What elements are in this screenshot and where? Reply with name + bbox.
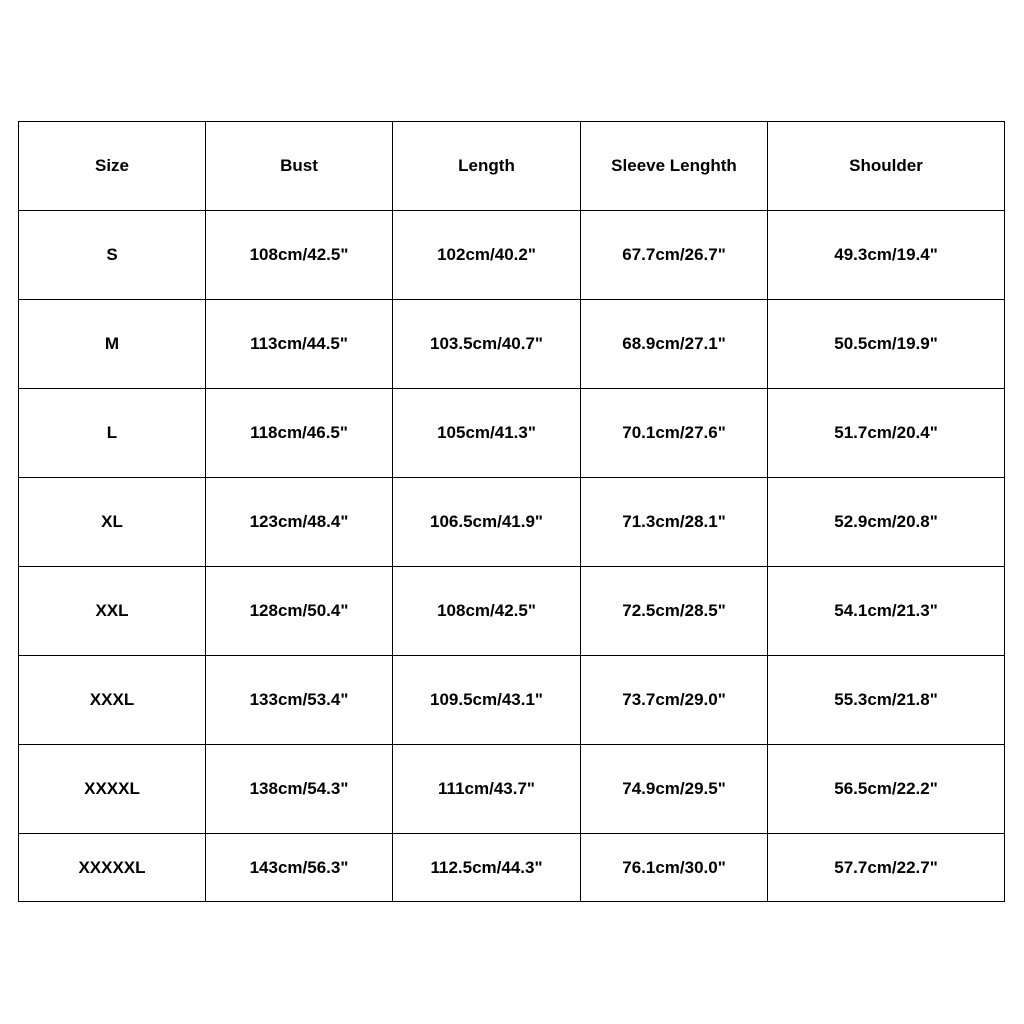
size-cell: XXXL — [19, 656, 206, 745]
shoulder-cell: 55.3cm/21.8" — [768, 656, 1005, 745]
header-size: Size — [19, 122, 206, 211]
sleeve-length-cell: 68.9cm/27.1" — [581, 300, 768, 389]
length-cell: 112.5cm/44.3" — [393, 834, 581, 902]
table-row — [19, 834, 1005, 902]
sleeve-length-cell: 74.9cm/29.5" — [581, 745, 768, 834]
table-row — [19, 389, 1005, 478]
table-row — [19, 656, 1005, 745]
length-cell: 108cm/42.5" — [393, 567, 581, 656]
shoulder-cell: 57.7cm/22.7" — [768, 834, 1005, 902]
table-row — [19, 478, 1005, 567]
length-cell: 106.5cm/41.9" — [393, 478, 581, 567]
length-cell: 105cm/41.3" — [393, 389, 581, 478]
size-cell: L — [19, 389, 206, 478]
shoulder-cell: 50.5cm/19.9" — [768, 300, 1005, 389]
shoulder-cell: 56.5cm/22.2" — [768, 745, 1005, 834]
header-length: Length — [393, 122, 581, 211]
bust-cell: 113cm/44.5" — [206, 300, 393, 389]
shoulder-cell: 49.3cm/19.4" — [768, 211, 1005, 300]
size-cell: XL — [19, 478, 206, 567]
table-row — [19, 567, 1005, 656]
sleeve-length-cell: 72.5cm/28.5" — [581, 567, 768, 656]
bust-cell: 123cm/48.4" — [206, 478, 393, 567]
sleeve-length-cell: 73.7cm/29.0" — [581, 656, 768, 745]
header-shoulder: Shoulder — [768, 122, 1005, 211]
shoulder-cell: 51.7cm/20.4" — [768, 389, 1005, 478]
bust-cell: 118cm/46.5" — [206, 389, 393, 478]
header-sleeve-length: Sleeve Lenghth — [581, 122, 768, 211]
table-row — [19, 211, 1005, 300]
bust-cell: 143cm/56.3" — [206, 834, 393, 902]
shoulder-cell: 54.1cm/21.3" — [768, 567, 1005, 656]
sleeve-length-cell: 67.7cm/26.7" — [581, 211, 768, 300]
size-cell: XXL — [19, 567, 206, 656]
length-cell: 109.5cm/43.1" — [393, 656, 581, 745]
header-row — [19, 122, 1005, 211]
sleeve-length-cell: 70.1cm/27.6" — [581, 389, 768, 478]
shoulder-cell: 52.9cm/20.8" — [768, 478, 1005, 567]
bust-cell: 128cm/50.4" — [206, 567, 393, 656]
sleeve-length-cell: 71.3cm/28.1" — [581, 478, 768, 567]
bust-cell: 138cm/54.3" — [206, 745, 393, 834]
header-bust: Bust — [206, 122, 393, 211]
size-chart-table — [18, 121, 1005, 902]
table-row — [19, 745, 1005, 834]
size-cell: XXXXL — [19, 745, 206, 834]
bust-cell: 108cm/42.5" — [206, 211, 393, 300]
size-cell: M — [19, 300, 206, 389]
length-cell: 103.5cm/40.7" — [393, 300, 581, 389]
size-cell: XXXXXL — [19, 834, 206, 902]
length-cell: 102cm/40.2" — [393, 211, 581, 300]
bust-cell: 133cm/53.4" — [206, 656, 393, 745]
sleeve-length-cell: 76.1cm/30.0" — [581, 834, 768, 902]
size-cell: S — [19, 211, 206, 300]
length-cell: 111cm/43.7" — [393, 745, 581, 834]
table-row — [19, 300, 1005, 389]
